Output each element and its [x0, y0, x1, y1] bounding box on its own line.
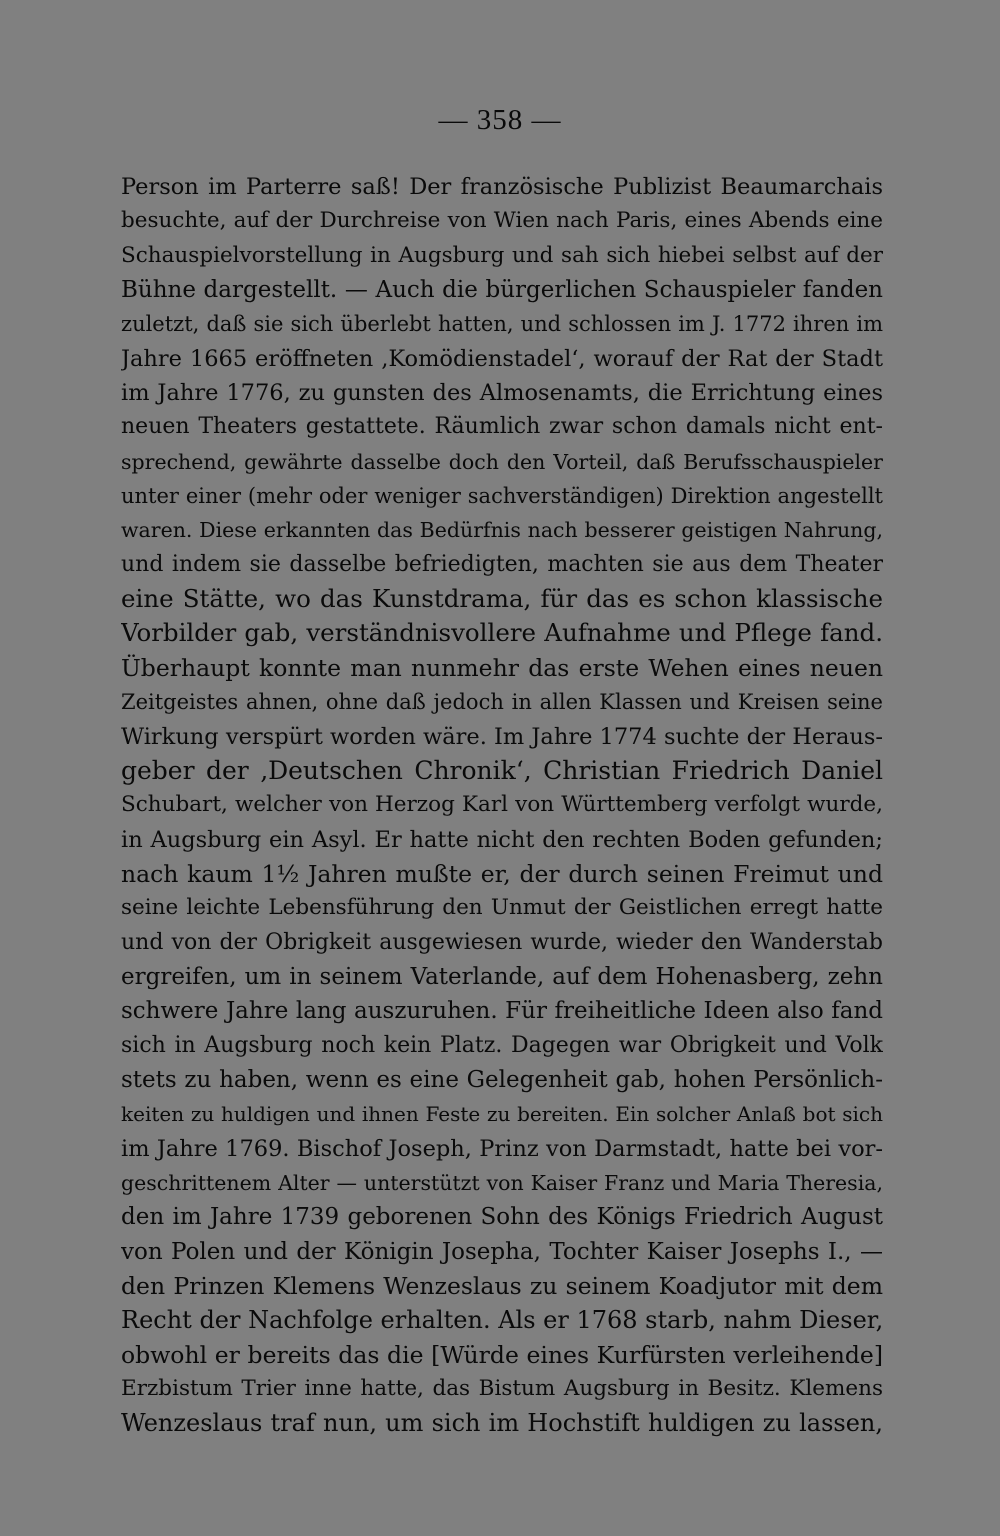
text-line: obwohl er bereits das die [Würde eines Kurfürsten verleihende] — [121, 1340, 883, 1369]
text-line: Schauspielvorstellung in Augsburg und sah sich hiebei selbst auf der — [121, 242, 883, 268]
text-line: waren. Diese erkannten das Bedürfnis nach besserer geistigen Nahrung, — [121, 518, 883, 543]
text-line: Recht der Nachfolge erhalten. Als er 1768 starb, nahm Dieser, — [121, 1306, 883, 1335]
text-line: in Augsburg ein Asyl. Er hatte nicht den rechten Boden gefunden; — [121, 826, 883, 853]
text-line: seine leichte Lebensführung den Unmut der Geistlichen erregt hatte — [121, 895, 883, 921]
text-line: den im Jahre 1739 geborenen Sohn des Königs Friedrich August — [121, 1204, 883, 1231]
text-line: keiten zu huldigen und ihnen Feste zu bereiten. Ein solcher Anlaß bot sich — [121, 1102, 883, 1127]
text-line: eine Stätte, wo das Kunstdrama, für das es schon klassische — [121, 584, 883, 614]
text-line: sich in Augsburg noch kein Platz. Dagegen war Obrigkeit und Volk — [121, 1032, 883, 1058]
text-line: geber der ‚Deutschen Chronik‘, Christian Friedrich Daniel — [121, 755, 883, 785]
text-line: Wirkung verspürt worden wäre. Im Jahre 1774 suchte der Heraus- — [121, 723, 883, 750]
text-line: im Jahre 1769. Bischof Joseph, Prinz von Darmstadt, hatte bei vor- — [121, 1135, 883, 1162]
text-line: geschrittenem Alter — unterstützt von Kaiser Franz und Maria Theresia, — [121, 1170, 883, 1195]
text-line: stets zu haben, wenn es eine Gelegenheit gab, hohen Persönlich- — [121, 1066, 883, 1093]
text-line: ergreifen, um in seinem Vaterlande, auf dem Hohenasberg, zehn — [121, 963, 883, 990]
text-line: Schubart, welcher von Herzog Karl von Württemberg verfolgt wurde, — [121, 792, 883, 818]
body-text — [121, 170, 883, 1441]
text-line: sprechend, gewährte dasselbe doch den Vorteil, daß Berufsschauspieler — [121, 449, 883, 474]
text-line: besuchte, auf der Durchreise von Wien nach Paris, eines Abends eine — [121, 208, 883, 234]
text-line: und indem sie dasselbe befriedigten, machten sie aus dem Theater — [121, 551, 883, 577]
text-line: Wenzeslaus traf nun, um sich im Hochstift huldigen zu lassen, — [121, 1409, 883, 1438]
text-line: im Jahre 1776, zu gunsten des Almosenamts, die Errichtung eines — [121, 380, 883, 407]
text-line: Überhaupt konnte man nunmehr das erste Wehen eines neuen — [121, 653, 883, 682]
text-line: Erzbistum Trier inne hatte, das Bistum Augsburg in Besitz. Klemens — [121, 1376, 883, 1402]
text-line: von Polen und der Königin Josepha, Tochter Kaiser Josephs I., — — [121, 1238, 883, 1265]
text-line: neuen Theaters gestattete. Räumlich zwar schon damals nicht ent- — [121, 414, 883, 440]
text-line: Person im Parterre saß! Der französische Publizist Beaumarchais — [121, 174, 883, 200]
text-line: unter einer (mehr oder weniger sachverständigen) Direktion angestellt — [121, 484, 883, 509]
text-line: Vorbilder gab, verständnisvollere Aufnahme und Pflege fand. — [121, 618, 883, 648]
text-line: Zeitgeistes ahnen, ohne daß jedoch in allen Klassen und Kreisen seine — [121, 690, 883, 715]
text-line: und von der Obrigkeit ausgewiesen wurde, wieder den Wanderstab — [121, 929, 883, 955]
text-line: nach kaum 1½ Jahren mußte er, der durch seinen Freimut und — [121, 859, 883, 888]
text-line: den Prinzen Klemens Wenzeslaus zu seinem Koadjutor mit dem — [121, 1272, 883, 1300]
text-line: schwere Jahre lang auszuruhen. Für freiheitliche Ideen also fand — [121, 998, 883, 1025]
text-line: zuletzt, daß sie sich überlebt hatten, und schlossen im J. 1772 ihren im — [121, 312, 883, 337]
text-line: Jahre 1665 eröffneten ‚Komödienstadel‘, worauf der Rat der Stadt — [121, 345, 883, 372]
text-line: Bühne dargestellt. — Auch die bürgerlichen Schauspieler fanden — [121, 277, 883, 304]
page-number: — 358 — — [438, 104, 562, 136]
